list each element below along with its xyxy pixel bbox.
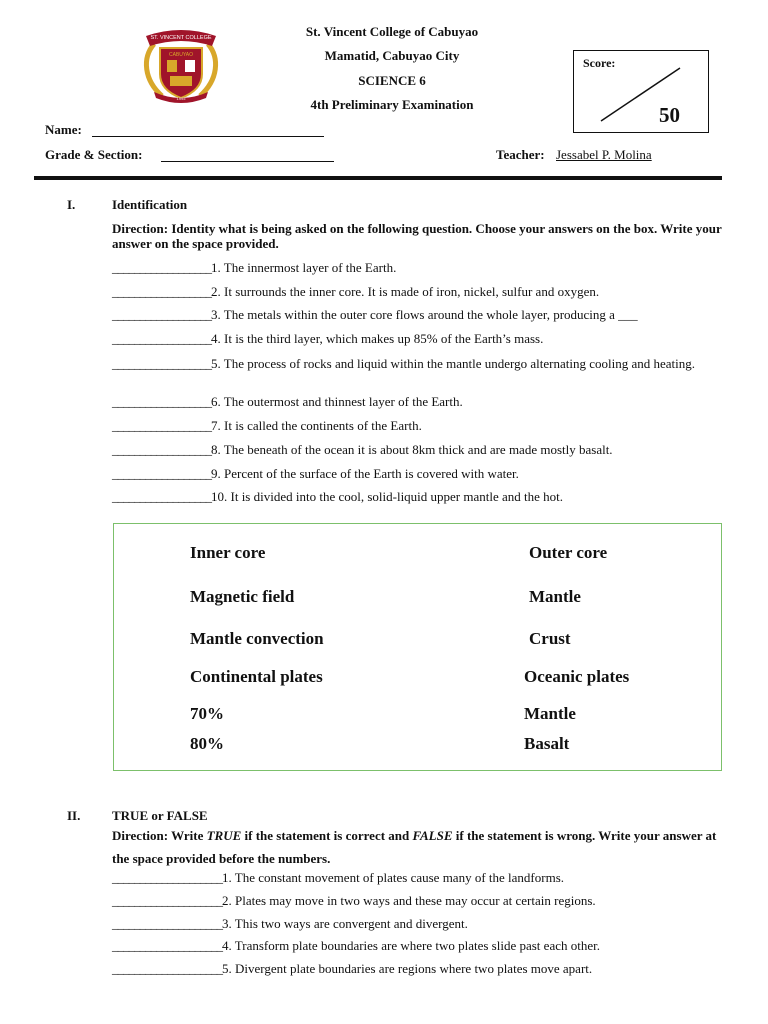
choice-right: Crust <box>529 629 571 648</box>
answer-blank[interactable]: ____________________ <box>112 961 222 976</box>
word-true: TRUE <box>206 828 242 843</box>
part1-item <box>112 284 737 299</box>
part2-direction: Direction: Write TRUE if the statement is correct and FALSE if the statement is wrong. Write your answer at the space provided before the numbers. <box>112 828 717 866</box>
answer-blank[interactable]: __________________ <box>112 356 211 371</box>
answer-blank[interactable]: __________________ <box>112 418 211 433</box>
question-text: 7. It is called the continents of the Earth. <box>211 418 422 433</box>
answer-blank[interactable]: ____________________ <box>112 870 222 885</box>
name-field[interactable] <box>92 123 324 137</box>
question-text: 6. The outermost and thinnest layer of the Earth. <box>211 394 463 409</box>
part1-item <box>112 442 737 457</box>
statement-text: 3. This two ways are convergent and divergent. <box>222 916 468 931</box>
answer-blank[interactable]: __________________ <box>112 284 211 299</box>
part1-item <box>112 307 737 322</box>
answer-blank[interactable]: ____________________ <box>112 893 222 908</box>
choice-left: Mantle convection <box>190 629 324 648</box>
exam-title: 4th Preliminary Examination <box>310 97 474 112</box>
question-text: 10. It is divided into the cool, solid-liquid upper mantle and the hot. <box>211 489 564 504</box>
part2-item <box>112 961 737 976</box>
grade-section-field[interactable] <box>161 148 334 162</box>
name-label: Name: <box>45 122 82 137</box>
answer-blank[interactable]: __________________ <box>112 331 211 346</box>
question-text: 5. The process of rocks and liquid within the mantle undergo alternating cooling and heating. <box>211 356 696 371</box>
grade-section-label: Grade & Section: <box>45 147 143 162</box>
choice-right: Outer core <box>529 543 608 562</box>
svg-text:CABUYAO: CABUYAO <box>168 52 194 58</box>
choice-right: Mantle <box>529 587 581 606</box>
part1-item <box>112 418 737 433</box>
choice-right: Basalt <box>524 734 570 753</box>
question-text: 4. It is the third layer, which makes up 85% of the Earth’s mass. <box>211 331 544 346</box>
statement-text: 4. Transform plate boundaries are where two plates slide past each other. <box>222 938 600 953</box>
part1-item <box>112 260 737 275</box>
teacher-label: Teacher: <box>496 147 545 162</box>
score-box <box>573 50 709 133</box>
statement-text: 2. Plates may move in two ways and these may occur at certain regions. <box>222 893 596 908</box>
svg-text:ST. VINCENT COLLEGE: ST. VINCENT COLLEGE <box>150 35 212 41</box>
part2-item <box>112 938 737 953</box>
part1-item <box>112 356 737 371</box>
answer-blank[interactable]: ____________________ <box>112 916 222 931</box>
question-text: 2. It surrounds the inner core. It is made of iron, nickel, sulfur and oxygen. <box>211 284 600 299</box>
header-divider <box>34 176 722 180</box>
part2-title: TRUE or FALSE <box>112 808 208 823</box>
answer-blank[interactable]: __________________ <box>112 442 211 457</box>
part1-title: Identification <box>112 197 188 212</box>
teacher-name: Jessabel P. Molina <box>556 147 652 162</box>
choice-right: Mantle <box>524 704 576 723</box>
answer-blank[interactable]: __________________ <box>112 307 211 322</box>
part1-item <box>112 331 737 346</box>
answer-blank[interactable]: __________________ <box>112 466 211 481</box>
question-text: 8. The beneath of the ocean it is about 8km thick and are made mostly basalt. <box>211 442 613 457</box>
score-slash <box>574 51 708 132</box>
part2-item <box>112 870 737 885</box>
score-label: Score: <box>583 56 616 70</box>
svg-text:1995: 1995 <box>176 96 186 101</box>
part1-numeral: I. <box>67 197 76 212</box>
word-false: FALSE <box>412 828 453 843</box>
score-total: 50 <box>659 103 680 127</box>
choice-right: Oceanic plates <box>524 667 630 686</box>
question-text: 3. The metals within the outer core flows around the whole layer, producing a ___ <box>211 307 638 322</box>
part1-item <box>112 394 737 409</box>
answer-blank[interactable]: __________________ <box>112 260 211 275</box>
school-name: St. Vincent College of Cabuyao <box>305 24 479 39</box>
part2-item <box>112 916 737 931</box>
subject-title: SCIENCE 6 <box>358 73 426 88</box>
part1-item <box>112 466 737 481</box>
question-text: 9. Percent of the surface of the Earth is covered with water. <box>211 466 519 481</box>
choice-left: Continental plates <box>190 667 323 686</box>
school-address: Mamatid, Cabuyao City <box>324 48 460 63</box>
part1-item <box>112 489 737 504</box>
choice-left: 80% <box>190 734 224 753</box>
part2-numeral: II. <box>67 808 81 823</box>
choice-left: Inner core <box>190 543 266 562</box>
question-text: 1. The innermost layer of the Earth. <box>211 260 397 275</box>
part2-item <box>112 893 737 908</box>
answer-blank[interactable]: __________________ <box>112 394 211 409</box>
answer-blank[interactable]: ____________________ <box>112 938 222 953</box>
statement-text: 1. The constant movement of plates cause many of the landforms. <box>222 870 564 885</box>
choice-left: Magnetic field <box>190 587 295 606</box>
school-logo <box>140 26 222 104</box>
statement-text: 5. Divergent plate boundaries are regions where two plates move apart. <box>222 961 593 976</box>
choice-left: 70% <box>190 704 224 723</box>
part1-direction: Direction: Identity what is being asked on the following question. Choose your answers on the box. Write your answer on the space provided. <box>112 221 722 251</box>
answer-blank[interactable]: __________________ <box>112 489 211 504</box>
